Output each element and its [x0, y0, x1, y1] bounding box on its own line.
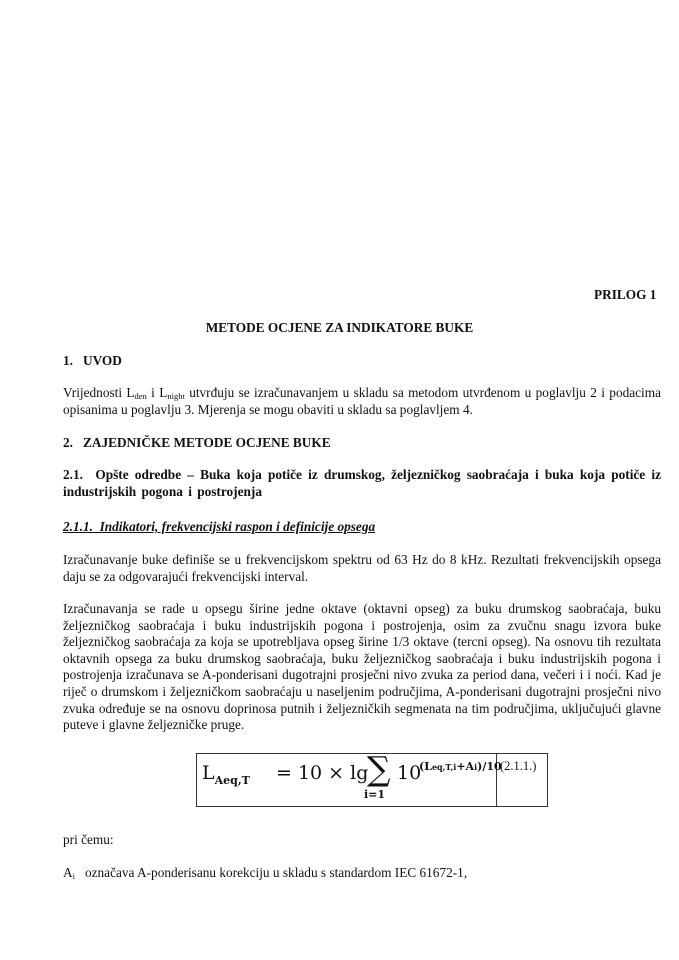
- document-title: METODE OCJENE ZA INDIKATORE BUKE: [205, 320, 474, 335]
- frequency-range-paragraph: Izračunavanje buke definiše se u frekvencijskom spektru od 63 Hz do 8 kHz. Rezultati frekvencijskih opsega daju se za odgovarajući frekvencijski interval.: [63, 552, 661, 584]
- formula-equals: = 10 × lg: [276, 762, 369, 784]
- section-2-1-title: Opšte odredbe – Buka koja potiče iz drumskog, željezničkog saobraćaja i buka koja potiče iz industrijskih pogona i postrojenja: [63, 467, 661, 499]
- section-1-number: 1.: [63, 353, 73, 368]
- section-2-heading: [63, 435, 331, 452]
- section-2-1-1-number: 2.1.1.: [63, 519, 93, 534]
- octave-band-paragraph: Izračunavanja se rade u opsegu širine jedne oktave (oktavni opseg) za buku drumskog saobraćaja, buku željezničkog saobraćaja i buku industrijskih pogona i postrojenja, osim za zvučnu snagu izvora buke željezničkog saobraćaja za koja se upotrebljava opseg širine 1/3 oktave (tercni opseg). Na osnovu tih rezultata oktavnih opsega za buku drumskog saobraćaja, buku željezničkog saobraćaja i buku industrijskih pogona i postrojenja izračunava se A-ponderisani dugotrajni prosječni nivo zvuka za period dana, večeri i i noći. Kad je riječ o drumskom i željezničkom saobraćaju u naseljenim područjima, A-ponderisani dugotrajni prosječni nivo zvuka određuje se na osnovu doprinosa putnih i željezničkih segmenata na tim područjima, uključujući glavne puteve i glavne željezničke pruge.: [63, 601, 661, 733]
- formula-lhs: $L_{Aeq,T}$: [202, 762, 250, 787]
- definition-a-i: [63, 865, 661, 882]
- where-label: pri čemu:: [63, 832, 114, 847]
- section-2-1-heading: [63, 467, 661, 500]
- intro-paragraph: Vrijednosti $L_{den}$ i $L_{night}$ utvrđuju se izračunavanjem u skladu sa metodom utvrđenom u poglavlju 2 i podacima opisanima u poglavlju 3. Mjerenja se mogu obaviti u skladu sa poglavljem 4.: [63, 385, 661, 417]
- annex-label: PRILOG 1: [594, 287, 657, 302]
- sigma-symbol: ∑: [367, 749, 391, 788]
- section-2-1-1-title: Indikatori, frekvencijski raspon i definicije opsega: [99, 519, 376, 534]
- formula-exponent: (Leq,T,i+Ai)/10: [419, 760, 502, 773]
- section-2-number: 2.: [63, 435, 73, 450]
- section-1-heading: [63, 353, 122, 370]
- definition-symbol: $A_i$: [63, 865, 75, 881]
- section-2-1-1-heading: [63, 519, 375, 536]
- equation-number: (2.1.1.): [500, 759, 537, 773]
- formula-base: 10: [397, 762, 422, 784]
- definition-text: označava A-ponderisanu korekciju u skladu s standardom IEC 61672-1,: [84, 865, 468, 880]
- sum-index: i=1: [364, 788, 386, 801]
- section-2-title: ZAJEDNIČKE METODE OCJENE BUKE: [82, 435, 331, 450]
- section-1-title: UVOD: [82, 353, 122, 368]
- section-2-1-number: 2.1.: [63, 467, 83, 482]
